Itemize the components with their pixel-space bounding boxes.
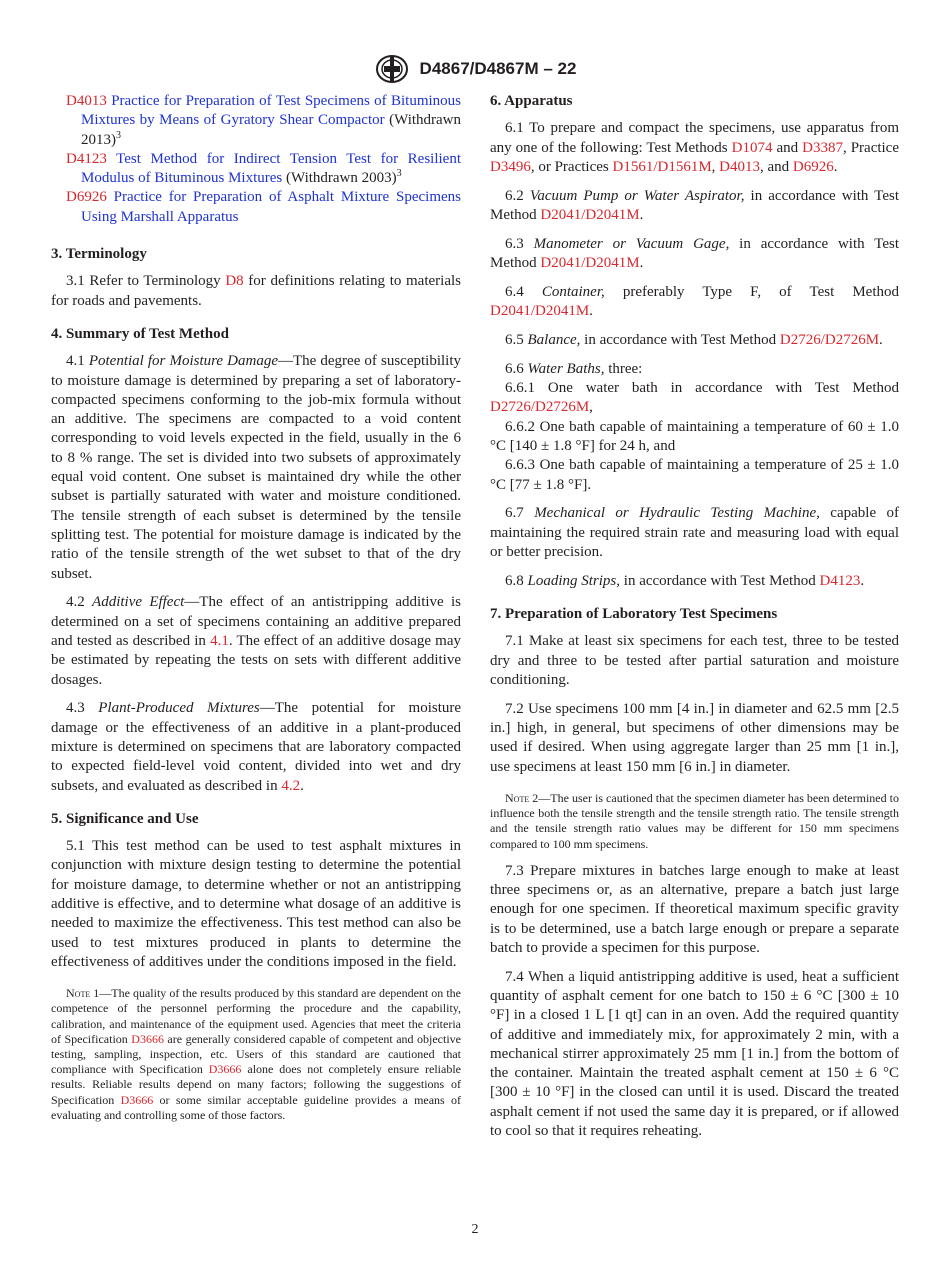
note-2: Note 2—The user is cautioned that the specimen diameter has been determined to influence both the tensile strength and the tensile strength ratio. The tensile strength and the tensile strength ratio values may be different for 150 mm specimens compared to 100 mm specimens. [490, 790, 899, 851]
section-heading: 4. Summary of Test Method [51, 325, 229, 342]
reference-link[interactable]: D8 [225, 273, 244, 290]
paragraph: 4.1 Potential for Moisture Damage—The degree of susceptibility to moisture damage is determined by preparing a set of laboratory-compacted specimens conforming to the job-mix formula without an additive. The specimens are compacted to a void content corresponding to void levels expected in the field, usually in the 6 to 8 % range. The set is divided into two subsets of approximately equal void content. One subset is maintained dry while the other subset is partially saturated with water and moisture conditioned. The tensile strength of each subset is determined by the tensile splitting test. The potential for moisture damage is indicated by the ratio of the tensile strength of the wet subset to that of the dry subset. [51, 353, 461, 582]
section-heading: 5. Significance and Use [51, 810, 199, 827]
reference-title[interactable]: Practice for Preparation of Test Specimens of Bituminous Mixtures by Means of Gyratory Shear Compactor [81, 93, 461, 129]
reference-link[interactable]: D6926 [792, 158, 834, 175]
section-heading: 6. Apparatus [490, 93, 573, 109]
footnote-mark: 3 [396, 168, 402, 180]
paragraph: 6.5 Balance, in accordance with Test Method D2726/D2726M. [505, 331, 883, 348]
reference-link[interactable]: D2041/D2041M [540, 255, 640, 272]
paragraph: 7.1 Make at least six specimens for each test, three to be tested dry and three to be tested after partial saturation and moisture conditioning. [490, 633, 899, 688]
reference-link[interactable]: D2726/D2726M [779, 331, 880, 348]
paragraph: 3.1 Refer to Terminology D8 for definitions relating to materials for roads and pavements. [51, 273, 461, 309]
paragraph: 6.6.1 One water bath in accordance with Test Method D2726/D2726M, [490, 380, 899, 416]
left-column [51, 92, 461, 1133]
reference-link[interactable]: 4.2 [281, 777, 301, 794]
reference-link[interactable]: D3666 [208, 1062, 242, 1077]
footnote-mark: 3 [116, 129, 121, 141]
astm-logo-icon [374, 54, 410, 84]
paragraph: 6.6.2 One bath capable of maintaining a temperature of 60 ± 1.0 °C [140 ± 1.8 °F] for 24 h, and [490, 418, 899, 454]
reference-title[interactable]: Test Method for Indirect Tension Test for Resilient Modulus of Bituminous Mixtures [81, 150, 461, 187]
right-column [490, 92, 899, 1151]
reference-link[interactable]: D3666 [131, 1031, 164, 1046]
reference-title[interactable]: Practice for Preparation of Asphalt Mixture Specimens Using Marshall Apparatus [81, 189, 461, 225]
paragraph: 4.3 Plant-Produced Mixtures—The potential for moisture damage or the effectiveness of an additive in a plant-produced mixture is determined on specimens that are laboratory compacted to expected field-level void content, divided into wet and dry subsets, and evaluated as described in 4.2. [51, 700, 462, 794]
paragraph: 6.6.3 One bath capable of maintaining a temperature of 25 ± 1.0 °C [77 ± 1.8 °F]. [490, 457, 899, 493]
paragraph: 6.1 To prepare and compact the specimens, use apparatus from any one of the following: Test Methods D1074 and D3387, Practice D3496, or Practices D1561/D1561M, D4013, and D6926. [490, 120, 900, 175]
paragraph: 6.3 Manometer or Vacuum Gage, in accordance with Test Method D2041/D2041M. [490, 235, 899, 272]
document-designation: D4867/D4867M – 22 [419, 59, 577, 78]
page-header [0, 54, 950, 84]
paragraph: 5.1 This test method can be used to test asphalt mixtures in conjunction with mixture design testing to determine the potential for moisture damage, to determine whether or not an antistripping additive is effective, and to determine what dosage of an additive is needed to maximize the effectiveness. This test method can also be used to test mixtures produced in plants to determine the effectiveness of additives under the conditions imposed in the field. [51, 838, 461, 970]
reference-link[interactable]: D3666 [120, 1092, 154, 1107]
paragraph: 4.2 Additive Effect—The effect of an antistripping additive is determined on a set of specimens containing an additive prepared and tested as described in 4.1. The effect of an additive dosage may be estimated by repeating the tests on sets with different additive dosages. [51, 594, 462, 688]
section-heading: 3. Terminology [51, 246, 147, 263]
reference-item [51, 150, 461, 189]
page-number: 2 [471, 1222, 479, 1237]
reference-item [51, 188, 461, 227]
paragraph: 6.7 Mechanical or Hydraulic Testing Machine, capable of maintaining the required strain rate and measuring load with equal or better precision. [490, 505, 900, 560]
reference-link[interactable]: D2041/D2041M [540, 206, 640, 223]
paragraph: 7.3 Prepare mixtures in batches large enough to make at least three specimens or, as an alternative, prepare a batch just large enough for one specimen. If theoretical maximum specific gravity is to be determined, use a batch large enough or prepare a separate batch to provide a specimen for this purpose. [490, 862, 899, 956]
paragraph: 6.4 Container, preferably Type F, of Test Method D2041/D2041M. [490, 283, 900, 320]
reference-link[interactable]: D2726/D2726M [490, 399, 590, 416]
paragraph: 7.2 Use specimens 100 mm [4 in.] in diameter and 62.5 mm [2.5 in.] high, in general, but specimens of other dimensions may be used if desired. When using aggregate larger than 25 mm [1 in.], use specimens at least 150 mm [6 in.] in diameter. [490, 700, 899, 775]
section-heading: 7. Preparation of Laboratory Test Specimens [490, 606, 778, 623]
note-1: Note 1—The quality of the results produced by this standard are dependent on the competence of the personnel performing the procedure and the capability, calibration, and maintenance of the equipment used. Agencies that meet the criteria of Specification D3666 are generally considered capable of competent and objective testing, sampling, inspection, etc. Users of this standard are cautioned that compliance with Specification D3666 alone does not completely ensure reliable results. Reliable results depend on many factors; following the suggestions of Specification D3666 or some similar acceptable guideline provides a means of evaluating and controlling some of those factors. [51, 986, 462, 1122]
paragraph: 6.2 Vacuum Pump or Water Aspirator, in accordance with Test Method D2041/D2041M. [490, 187, 899, 223]
reference-link[interactable]: D4123 [819, 572, 861, 589]
reference-code[interactable]: D4013 [66, 93, 107, 109]
reference-status: (Withdrawn 2013) [81, 112, 462, 148]
reference-code[interactable]: D6926 [66, 189, 107, 206]
paragraph: 7.4 When a liquid antistripping additive is used, heat a sufficient quantity of asphalt cement for one batch to 150 ± 6 °C [300 ± 10 °F] in a closed 1 L [1 qt] can in an oven. Add the required quantity of additive and immediately mix, for approximately 2 min, with a mechanical stirrer approximately 25 mm [1 in.] from the bottom of the container. Maintain the treated asphalt cement at 150 ± 6 °C [300 ± 10 °F] in the closed can until it is used. Discard the treated asphalt cement if not used the same day it is prepared, or if allowed to cool so that it requires reheating. [490, 968, 899, 1140]
paragraph: 6.6 Water Baths, three: [505, 360, 643, 377]
paragraph: 6.8 Loading Strips, in accordance with Test Method D4123. [505, 572, 865, 589]
reference-link[interactable]: D3387 [802, 139, 843, 156]
reference-link[interactable]: D1074 [731, 139, 773, 156]
reference-item [51, 92, 461, 150]
reference-link[interactable]: D3496 [490, 158, 531, 175]
reference-link[interactable]: D2041/D2041M [490, 303, 590, 320]
reference-status: (Withdrawn 2003) [286, 170, 397, 187]
reference-link[interactable]: 4.1 [210, 632, 229, 649]
reference-code[interactable]: D4123 [66, 150, 107, 167]
reference-link[interactable]: D4013 [719, 158, 760, 175]
reference-link[interactable]: D1561/D1561M [612, 158, 712, 175]
